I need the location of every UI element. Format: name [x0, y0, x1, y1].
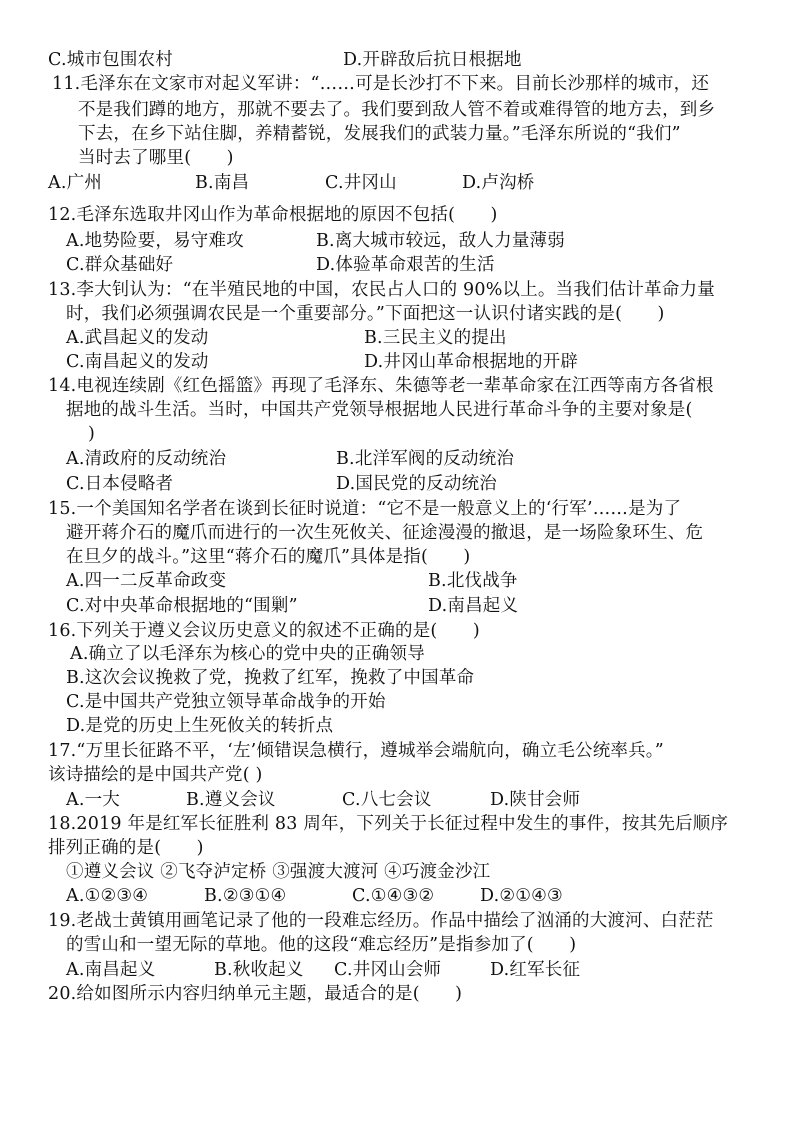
- q20-text-line-1: 20.给如图所示内容归纳单元主题，最适合的是( ): [48, 984, 463, 1004]
- q19-option-d: D.红军长征: [490, 960, 581, 980]
- q11-option-c: C.井冈山: [325, 173, 397, 193]
- q19-option-b: B.秋收起义: [214, 960, 304, 980]
- q17-option-d: D.陕甘会师: [490, 790, 581, 810]
- q17-option-c: C.八七会议: [342, 790, 432, 810]
- q13-text-line-1: 13.李大钊认为：“在半殖民地的中国，农民占人口的 90%以上。当我们估计革命力量: [48, 280, 715, 300]
- top-option-c: C.城市包围农村: [48, 50, 173, 70]
- q18-event-list: ①遵义会议 ②飞夺泸定桥 ③强渡大渡河 ④巧渡金沙江: [66, 862, 491, 882]
- q18-text-line-1: 18.2019 年是红军长征胜利 83 周年，下列关于长征过程中发生的事件，按其先后顺序: [48, 814, 729, 834]
- q15-text-line-2: 避开蒋介石的魔爪而进行的一次生死攸关、征途漫漫的撤退，是一场险象环生、危: [66, 523, 704, 543]
- q12-option-c: C.群众基础好: [66, 255, 174, 275]
- q19-option-a: A.南昌起义: [66, 960, 156, 980]
- q14-option-b: B.北洋军阀的反动统治: [336, 449, 515, 469]
- q18-text-line-2: 排列正确的是( ): [48, 838, 204, 858]
- q14-text-line-1: 14.电视连续剧《红色摇篮》再现了毛泽东、朱德等老一辈革命家在江西等南方各省根: [48, 376, 714, 396]
- q15-option-d: D.南昌起义: [428, 596, 519, 616]
- q13-option-d: D.井冈山革命根据地的开辟: [364, 352, 579, 372]
- q13-text-line-2: 时，我们必须强调农民是一个重要部分。”下面把这一认识付诸实践的是( ): [66, 304, 665, 324]
- q17-option-b: B.遵义会议: [186, 790, 276, 810]
- q11-text-line-2: 不是我们蹲的地方，那就不要去了。我们要到敌人管不着或难得管的地方去，到乡: [78, 100, 716, 120]
- q16-option-c: C.是中国共产党独立领导革命战争的开始: [66, 692, 386, 712]
- q14-text-line-3: ): [88, 424, 96, 444]
- q14-option-a: A.清政府的反动统治: [66, 449, 227, 469]
- q12-option-a: A.地势险要，易守难攻: [66, 231, 244, 251]
- q16-text-line-1: 16.下列关于遵义会议历史意义的叙述不正确的是( ): [48, 621, 480, 641]
- q16-option-b: B.这次会议挽救了党，挽救了红军，挽救了中国革命: [66, 668, 475, 688]
- q16-option-d: D.是党的历史上生死攸关的转折点: [66, 716, 334, 736]
- q13-option-b: B.三民主义的提出: [364, 328, 507, 348]
- q11-text-line-3: 下去，在乡下站住脚，养精蓄锐，发展我们的武装力量。”毛泽东所说的“我们”: [78, 124, 681, 144]
- q14-text-line-2: 据地的战斗生活。当时，中国共产党领导根据地人民进行革命斗争的主要对象是(: [66, 400, 693, 420]
- q15-option-c: C.对中央革命根据地的“围剿”: [66, 596, 298, 616]
- q18-option-d: D.②①④③: [480, 886, 563, 906]
- q17-option-a: A.一大: [66, 790, 121, 810]
- q19-option-c: C.井冈山会师: [334, 960, 442, 980]
- q19-text-line-1: 19.老战士黄镇用画笔记录了他的一段难忘经历。作品中描绘了汹涌的大渡河、白茫茫: [48, 911, 714, 931]
- q15-text-line-3: 在旦夕的战斗。”这里“蒋介石的魔爪”具体是指( ): [66, 547, 471, 567]
- q19-text-line-2: 的雪山和一望无际的草地。他的这段“难忘经历”是指参加了( ): [66, 935, 577, 955]
- q15-text-line-1: 15.一个美国知名学者在谈到长征时说道：“它不是一般意义上的‘行军’……是为了: [48, 499, 682, 519]
- q12-option-d: D.体验革命艰苦的生活: [316, 255, 495, 275]
- q17-text-line-1: 17.“万里长征路不平，‘左’倾错误急横行，遵城举会端航向，确立毛公统率兵。”: [48, 741, 664, 761]
- q14-option-d: D.国民党的反动统治: [336, 474, 497, 494]
- q13-option-a: A.武昌起义的发动: [66, 328, 209, 348]
- q15-option-b: B.北伐战争: [428, 571, 518, 591]
- q16-option-a: A.确立了以毛泽东为核心的党中央的正确领导: [70, 644, 425, 664]
- q11-text-line-1: 11.毛泽东在文家市对起义军讲：“……可是长沙打不下来。目前长沙那样的城市，还: [52, 74, 710, 94]
- q11-option-d: D.卢沟桥: [462, 173, 535, 193]
- q18-option-a: A.①②③④: [66, 886, 149, 906]
- q13-option-c: C.南昌起义的发动: [66, 352, 209, 372]
- q12-option-b: B.离大城市较远，敌人力量薄弱: [316, 231, 565, 251]
- q11-text-line-4: 当时去了哪里( ): [78, 148, 234, 168]
- q14-option-c: C.日本侵略者: [66, 474, 174, 494]
- q11-option-a: A.广州: [48, 173, 103, 193]
- q15-option-a: A.四一二反革命政变: [66, 571, 227, 591]
- q18-option-b: B.②③①④: [204, 886, 287, 906]
- q11-option-b: B.南昌: [195, 173, 250, 193]
- top-option-d: D.开辟敌后抗日根据地: [343, 50, 522, 70]
- q17-text-line-2: 该诗描绘的是中国共产党( ): [48, 765, 263, 785]
- q12-text-line-1: 12.毛泽东选取井冈山作为革命根据地的原因不包括( ): [48, 205, 498, 225]
- q18-option-c: C.①④③②: [352, 886, 435, 906]
